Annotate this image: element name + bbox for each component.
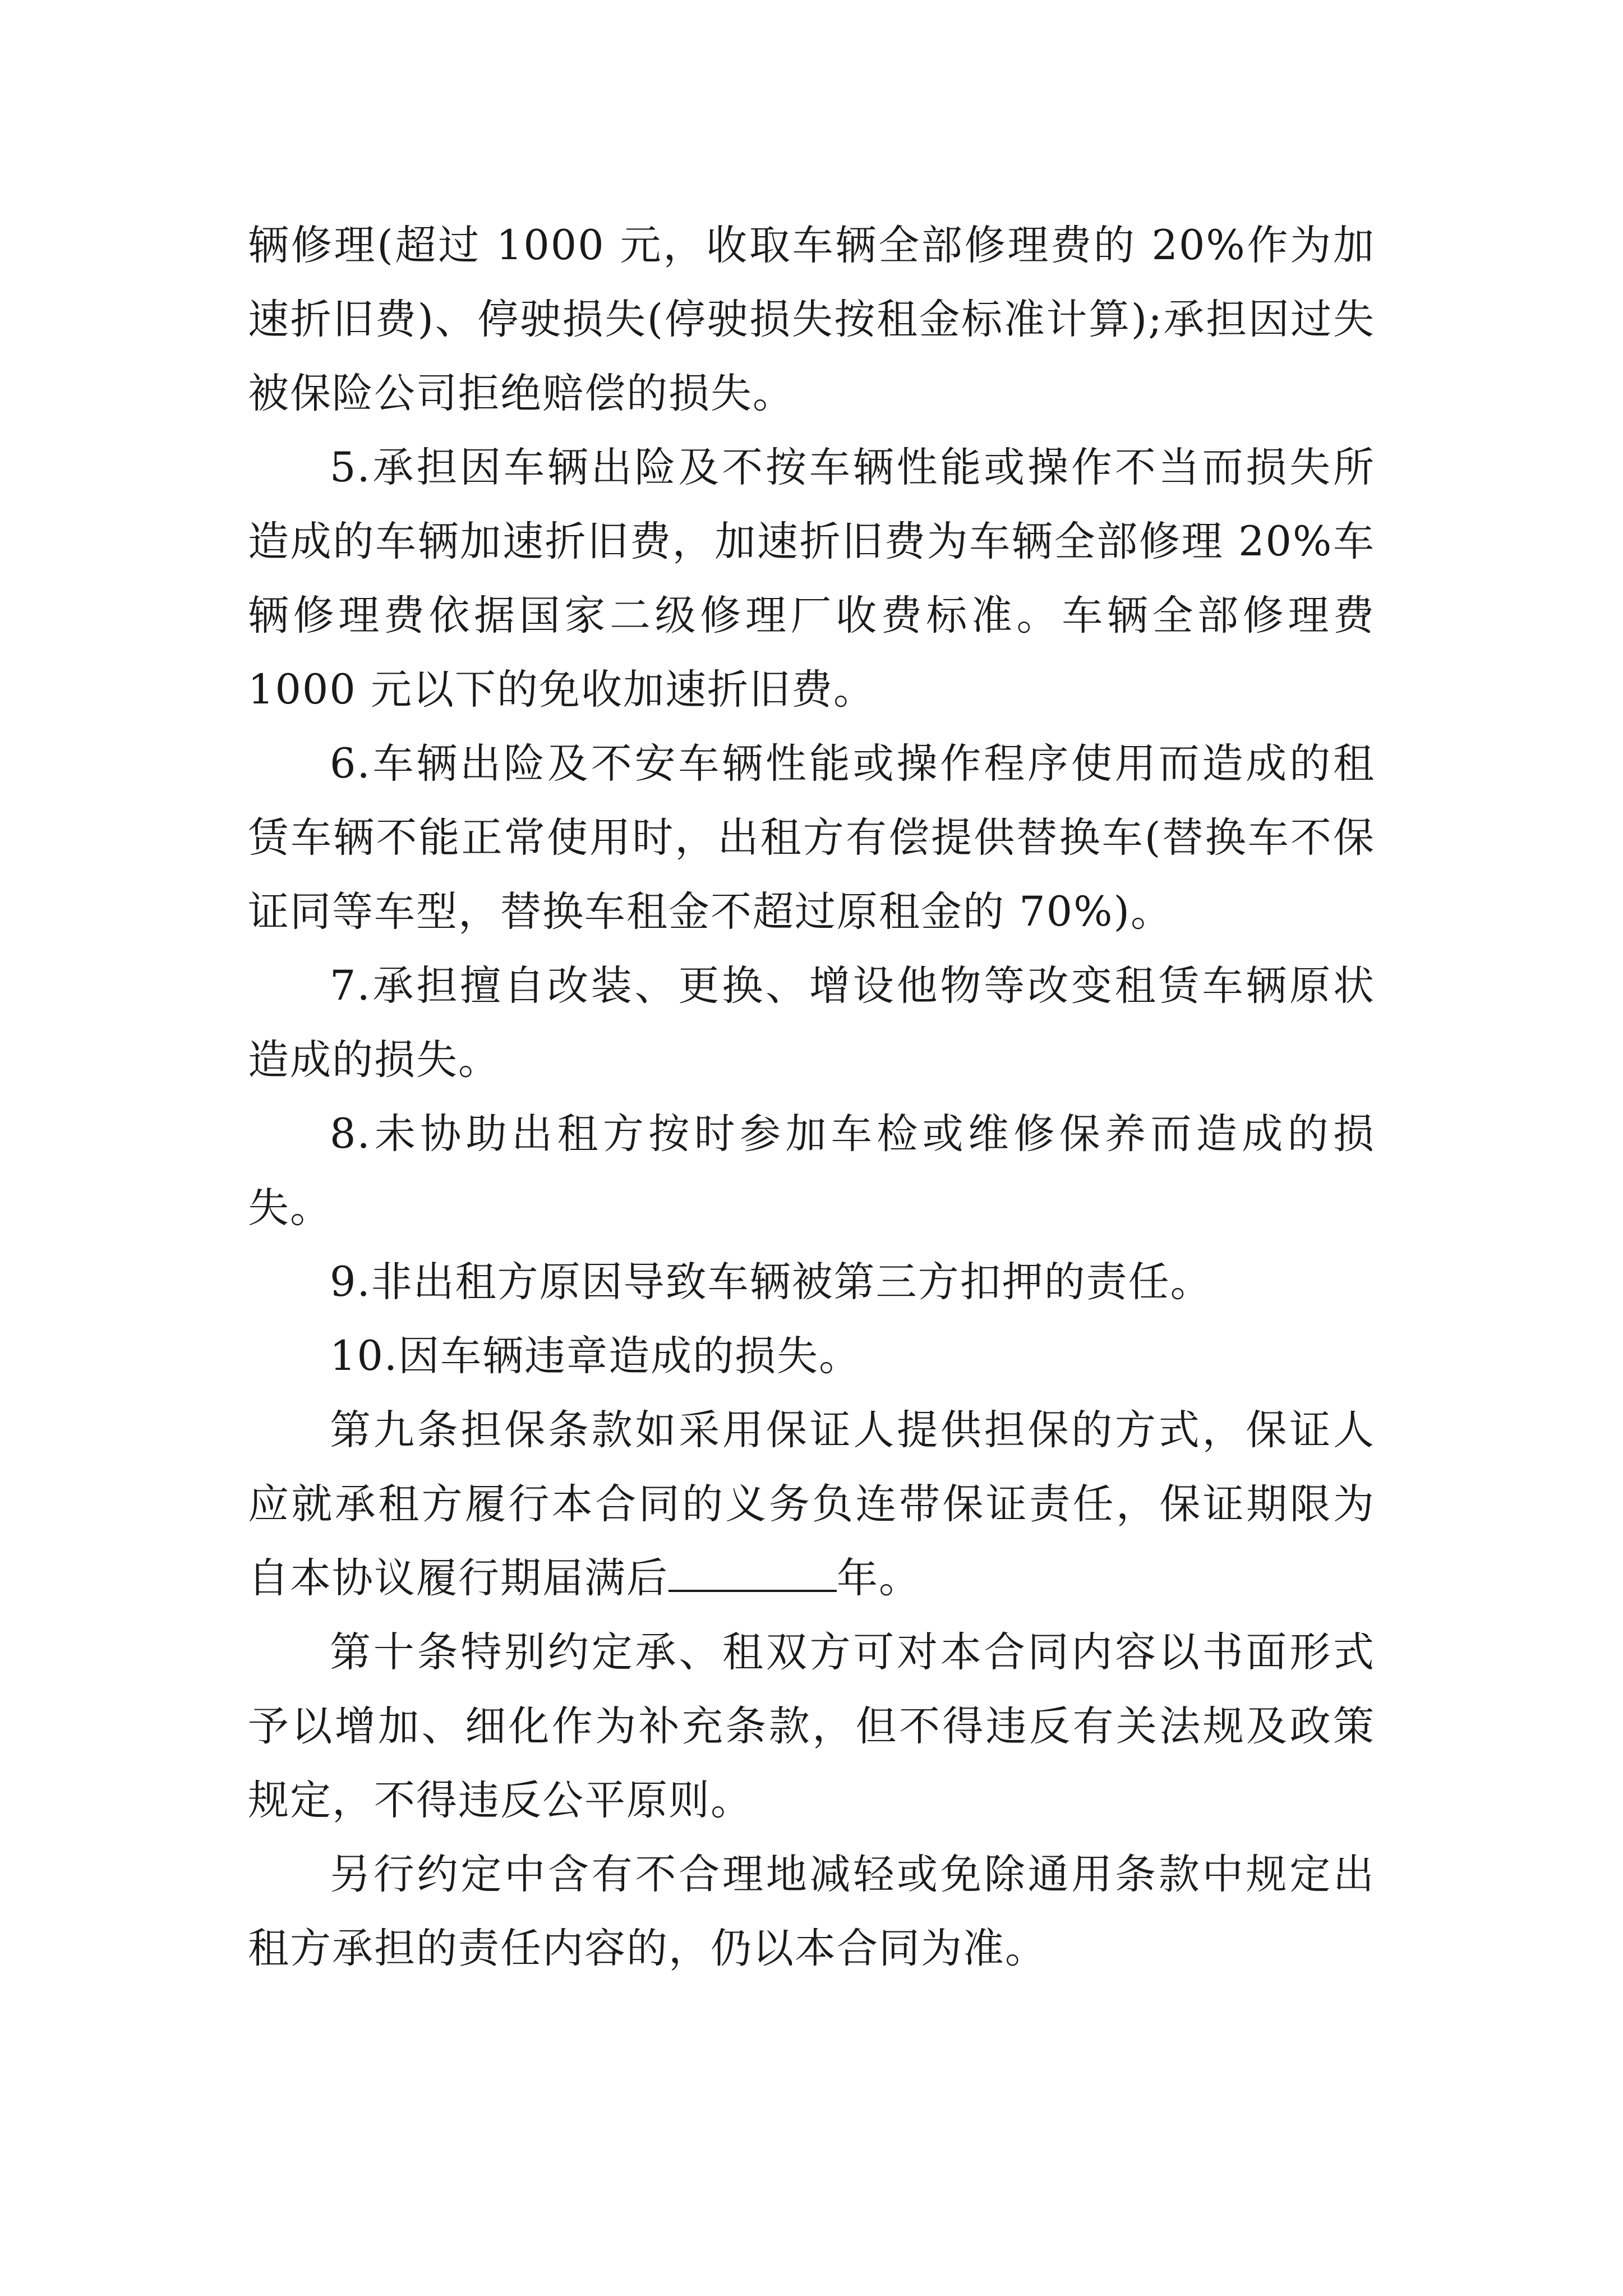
- clause-5: 5.承担因车辆出险及不按车辆性能或操作不当而损失所造成的车辆加速折旧费，加速折旧费为车辆全部修理 20%车辆修理费依据国家二级修理厂收费标准。车辆全部修理费1000 元以下的免收加速折旧费。: [248, 444, 1375, 714]
- blank-underline: [668, 1550, 837, 1592]
- clause-9: 9.非出租方原因导致车辆被第三方扣押的责任。: [330, 1258, 1212, 1306]
- clause-10: 10.因车辆违章造成的损失。: [330, 1332, 861, 1380]
- clause-8: 8.未协助出租方按时参加车检或维修保养而造成的损失。: [248, 1110, 1375, 1232]
- article-9-text: 第九条担保条款如采用保证人提供担保的方式，保证人应就承租方履行本合同的义务负连带保证责任，保证期限为自本协议履行期届满后: [248, 1406, 1375, 1602]
- paragraph-continued: 辆修理(超过 1000 元，收取车辆全部修理费的 20%作为加速折旧费)、停驶损失(停驶损失按租金标准计算);承担因过失被保险公司拒绝赔偿的损失。: [248, 222, 1375, 417]
- article-10: 第十条特别约定承、租双方可对本合同内容以书面形式予以增加、细化作为补充条款，但不得违反有关法规及政策规定，不得违反公平原则。: [248, 1628, 1375, 1824]
- article-9-suffix: 年。: [837, 1554, 921, 1602]
- clause-6: 6.车辆出险及不安车辆性能或操作程序使用而造成的租赁车辆不能正常使用时，出租方有偿提供替换车(替换车不保证同等车型，替换车租金不超过原租金的 70%)。: [248, 740, 1375, 936]
- clause-7: 7.承担擅自改装、更换、增设他物等改变租赁车辆原状造成的损失。: [248, 962, 1375, 1084]
- document-body: [248, 209, 1375, 1986]
- closing-paragraph: 另行约定中含有不合理地减轻或免除通用条款中规定出租方承担的责任内容的，仍以本合同为准。: [248, 1851, 1375, 1972]
- article-9: [248, 1393, 1375, 1616]
